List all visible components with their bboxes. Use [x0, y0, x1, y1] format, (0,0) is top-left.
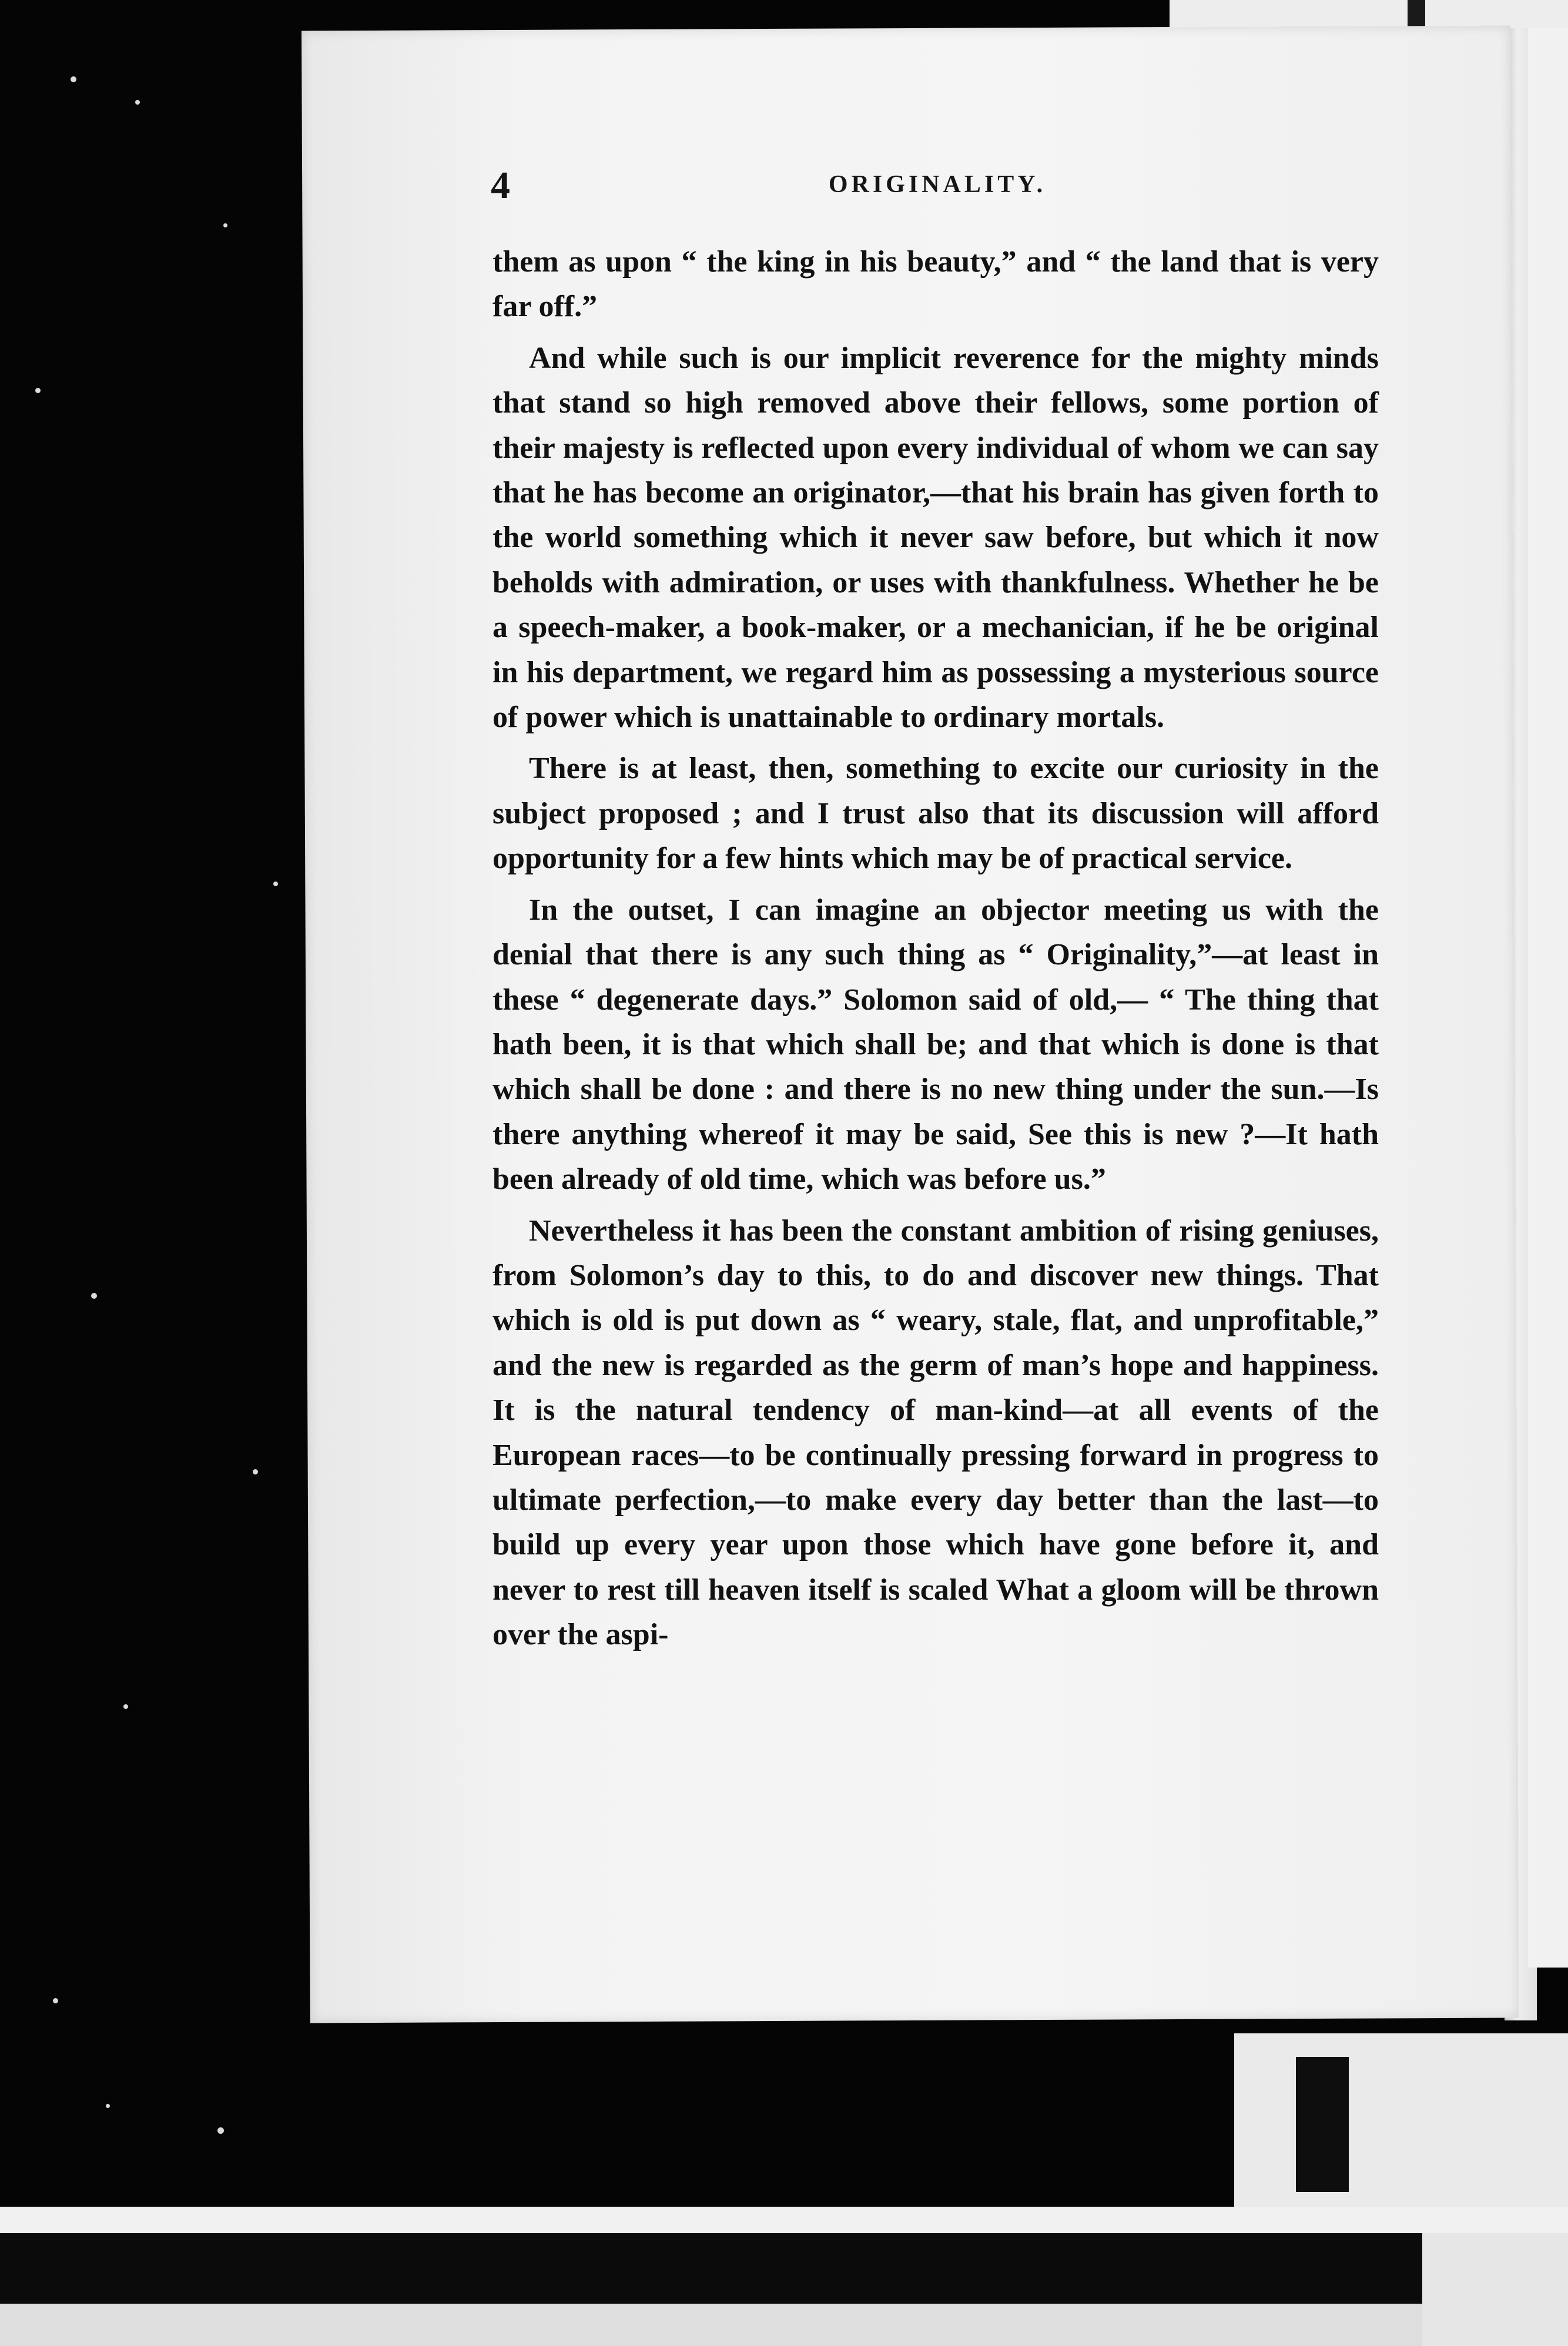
film-strip-fragment: [1296, 2057, 1349, 2192]
paragraph: There is at least, then, something to excite our curiosity in the subject proposed ; and I trust also that its discussion will afford opportunity for a few hints which may be of practical service.: [492, 752, 1379, 876]
film-strip-fragment: [1408, 0, 1425, 28]
film-speck: [223, 223, 227, 227]
paragraph: Nevertheless it has been the constant ambition of rising geniuses, from Solomon’s day to this, to do and discover new things. That which is old is put down as “ weary, stale, flat, and unprofitable,” and the new is regarded as the germ of man’s hope and happiness. It is the natural tendency of man-kind—at all events of the European races—to be continually pressing forward in progress to ultimate perfection,—to make every day better than the last—to build up every year upon those which have gone before it, and never to rest till heaven itself is scaled What a gloom will be thrown over the aspi-: [492, 1214, 1379, 1652]
page-number: 4: [491, 164, 510, 207]
film-speck: [91, 1293, 97, 1299]
film-speck: [135, 100, 140, 105]
film-speck: [35, 388, 41, 393]
film-speck: [253, 1469, 258, 1474]
adjacent-page-edge: [1528, 28, 1568, 1968]
film-strip-fragment: [1170, 0, 1568, 28]
paragraph: And while such is our implicit reverence for the mighty minds that stand so high removed above their fellows, some portion of their majesty is reflected upon every individual of whom we can say that he has become an originator,—that his brain has given forth to the world something which it never saw before, but which it now beholds with admiration, or uses with thankfulness. Whether he be a speech-maker, a book-maker, or a mechanician, if he be original in his department, we regard him as possessing a mysterious source of power which is unattainable to ordinary mortals.: [492, 341, 1379, 735]
film-strip-fragment: [1234, 2033, 1568, 2210]
film-strip-fragment: [1422, 2233, 1568, 2346]
film-speck: [123, 1704, 128, 1709]
film-speck: [106, 2104, 110, 2108]
running-head: ORIGINALITY.: [828, 171, 1047, 198]
body-text: [492, 240, 1379, 1658]
film-strip-fragment: [0, 2207, 1568, 2234]
film-strip-fragment: [0, 2233, 1422, 2304]
paragraph: them as upon “ the king in his beauty,” and “ the land that is very far off.”: [492, 245, 1379, 324]
film-strip-fragment: [0, 2304, 1422, 2346]
page-header: [491, 163, 1384, 216]
film-speck: [217, 2127, 224, 2134]
film-speck: [71, 76, 76, 82]
film-speck: [53, 1998, 58, 2003]
paragraph: In the outset, I can imagine an objector meeting us with the denial that there is any such thing as “ Originality,”—at least in these “ degenerate days.” Solomon said of old,— “ The thing that hath been, it is that which shall be; and that which is done is that which shall be done : and there is no new thing under the sun.—Is there anything whereof it may be said, See this is new ?—It hath been already of old time, which was before us.”: [492, 893, 1379, 1197]
film-speck: [273, 882, 278, 886]
